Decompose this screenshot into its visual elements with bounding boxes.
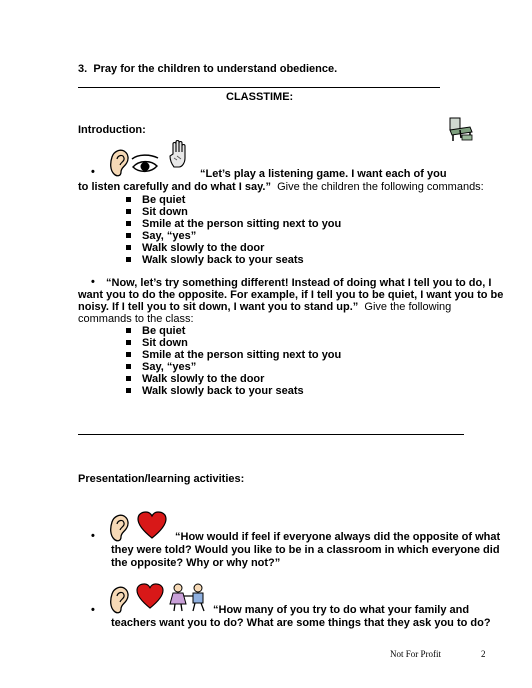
presentation-item1-line3: the opposite? Why or why not?” <box>111 557 281 569</box>
classtime-heading: CLASSTIME: <box>226 91 294 103</box>
divider-middle <box>78 434 464 435</box>
list-item: Say, “yes” <box>126 230 341 242</box>
footer-label: Not For Profit <box>390 649 442 659</box>
intro-item2-line2: want you to do the opposite. For example, if I tell you to be quiet, I want you to be <box>78 289 504 301</box>
ear-icon <box>108 513 130 543</box>
chair-icon <box>446 116 476 142</box>
hand-icon <box>168 139 192 169</box>
list-item: Walk slowly back to your seats <box>126 385 341 397</box>
heart-icon <box>137 511 167 539</box>
bullet-dot: • <box>91 166 95 178</box>
introduction-heading: Introduction: <box>78 124 146 136</box>
list-item: Walk slowly to the door <box>126 242 341 254</box>
presentation-item2-line2: teachers want you to do? What are some things that they ask you to do? <box>111 617 491 629</box>
intro-item1-quote-line1: “Let’s play a listening game. I want each of you <box>200 168 447 180</box>
intro-item2-quote-line3: noisy. If I tell you to sit down, I want you to stand up.” <box>78 301 359 313</box>
presentation-item1-line1: “How would if feel if everyone always did the opposite of what <box>175 531 501 543</box>
bullet-dot: • <box>91 604 95 616</box>
divider-top <box>78 87 440 88</box>
presentation-item2-line1: “How many of you try to do what your family and <box>213 604 470 616</box>
page-number: 2 <box>481 649 486 659</box>
list-item: Sit down <box>126 206 341 218</box>
list-item: Say, “yes” <box>126 361 341 373</box>
bullet-dot: • <box>91 276 95 288</box>
presentation-item1-line2: they were told? Would you like to be in a classroom in which everyone did <box>111 544 500 556</box>
prayer-item <box>78 63 337 75</box>
ear-icon <box>108 585 130 615</box>
bullet-dot: • <box>91 530 95 542</box>
commands-list-2 <box>126 325 341 397</box>
intro-item2-instruction-a: Give the following <box>364 301 452 313</box>
list-item: Be quiet <box>126 325 341 337</box>
intro-item1-instruction: Give the children the following commands: <box>277 181 484 193</box>
intro-item1-quote-line2: to listen carefully and do what I say.” <box>78 181 271 193</box>
list-item: Smile at the person sitting next to you <box>126 349 341 361</box>
intro-item2-line1: “Now, let’s try something different! Instead of doing what I tell you to do, I <box>106 277 492 289</box>
eye-icon <box>130 154 160 176</box>
list-item: Sit down <box>126 337 341 349</box>
commands-list-1 <box>126 194 341 266</box>
prayer-number: 3. <box>78 63 88 75</box>
intro-item2-line3 <box>78 301 451 313</box>
heart-icon <box>136 583 164 609</box>
list-item: Be quiet <box>126 194 341 206</box>
list-item: Smile at the person sitting next to you <box>126 218 341 230</box>
intro-item1-line2 <box>78 181 484 193</box>
presentation-heading: Presentation/learning activities: <box>78 473 245 485</box>
ear-icon <box>108 148 130 178</box>
prayer-text: Pray for the children to understand obedience. <box>93 63 338 75</box>
intro-item2-instruction-b: commands to the class: <box>78 313 194 325</box>
list-item: Walk slowly to the door <box>126 373 341 385</box>
children-icon <box>168 582 210 612</box>
list-item: Walk slowly back to your seats <box>126 254 341 266</box>
